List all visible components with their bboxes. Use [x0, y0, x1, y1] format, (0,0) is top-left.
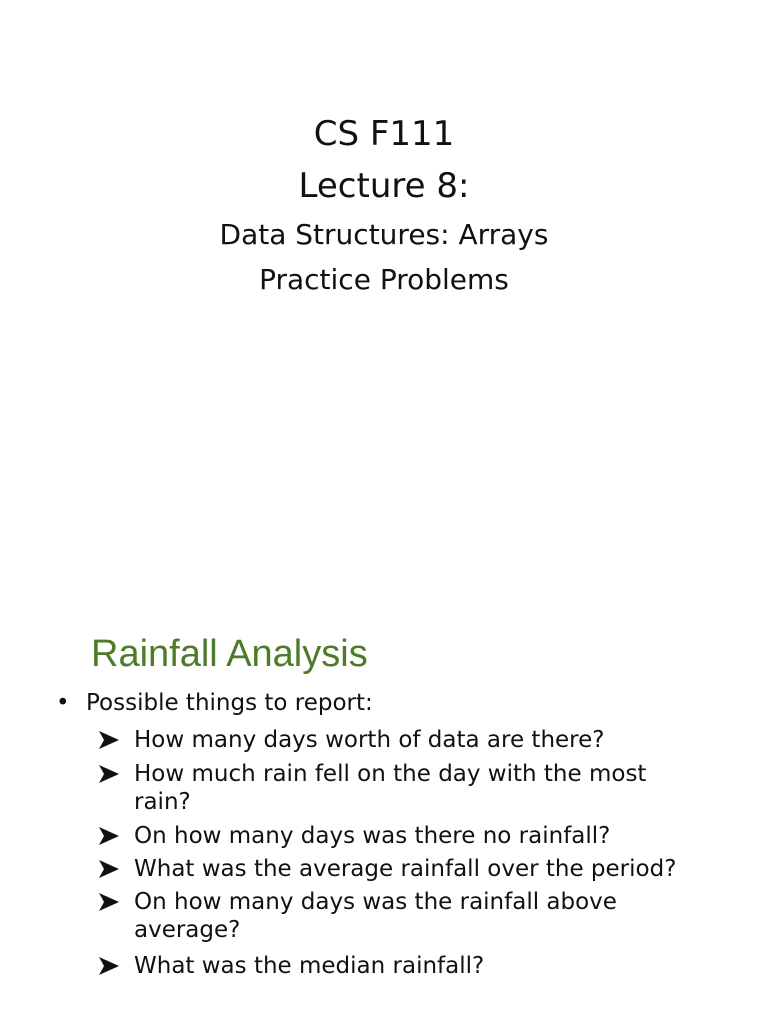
- list-item-text: On how many days was there no rainfall?: [134, 823, 611, 849]
- arrowhead-bullet-icon: [98, 952, 126, 976]
- list-item: [98, 888, 738, 944]
- list-item-text: How many days worth of data are there?: [134, 727, 605, 753]
- list-item-text: What was the average rainfall over the period?: [134, 856, 677, 882]
- arrowhead-bullet-icon: [98, 888, 126, 912]
- arrowhead-bullet-icon: [98, 760, 126, 784]
- lecture-topic: Data Structures: Arrays: [219, 218, 549, 251]
- list-item: [98, 855, 738, 883]
- lecture-number: Lecture 8:: [298, 166, 470, 206]
- list-item: [98, 822, 738, 850]
- list-item: [98, 952, 738, 980]
- list-item-text: On how many days was the rainfall above average?: [134, 889, 617, 943]
- course-code: CS F111: [313, 114, 455, 154]
- bullet-dot-icon: •: [56, 690, 70, 716]
- arrowhead-bullet-icon: [98, 822, 126, 846]
- lecture-subtopic: Practice Problems: [259, 263, 509, 296]
- arrowhead-bullet-icon: [98, 855, 126, 879]
- bullet-item: [56, 690, 373, 716]
- list-item-text: How much rain fell on the day with the most rain?: [134, 761, 647, 815]
- content-slide: [0, 590, 768, 1024]
- bullet-text: Possible things to report:: [86, 690, 373, 716]
- list-item: [98, 760, 738, 816]
- list-item: [98, 726, 738, 754]
- slide-title: Rainfall Analysis: [91, 633, 368, 675]
- arrowhead-bullet-icon: [98, 726, 126, 750]
- list-item-text: What was the median rainfall?: [134, 953, 485, 979]
